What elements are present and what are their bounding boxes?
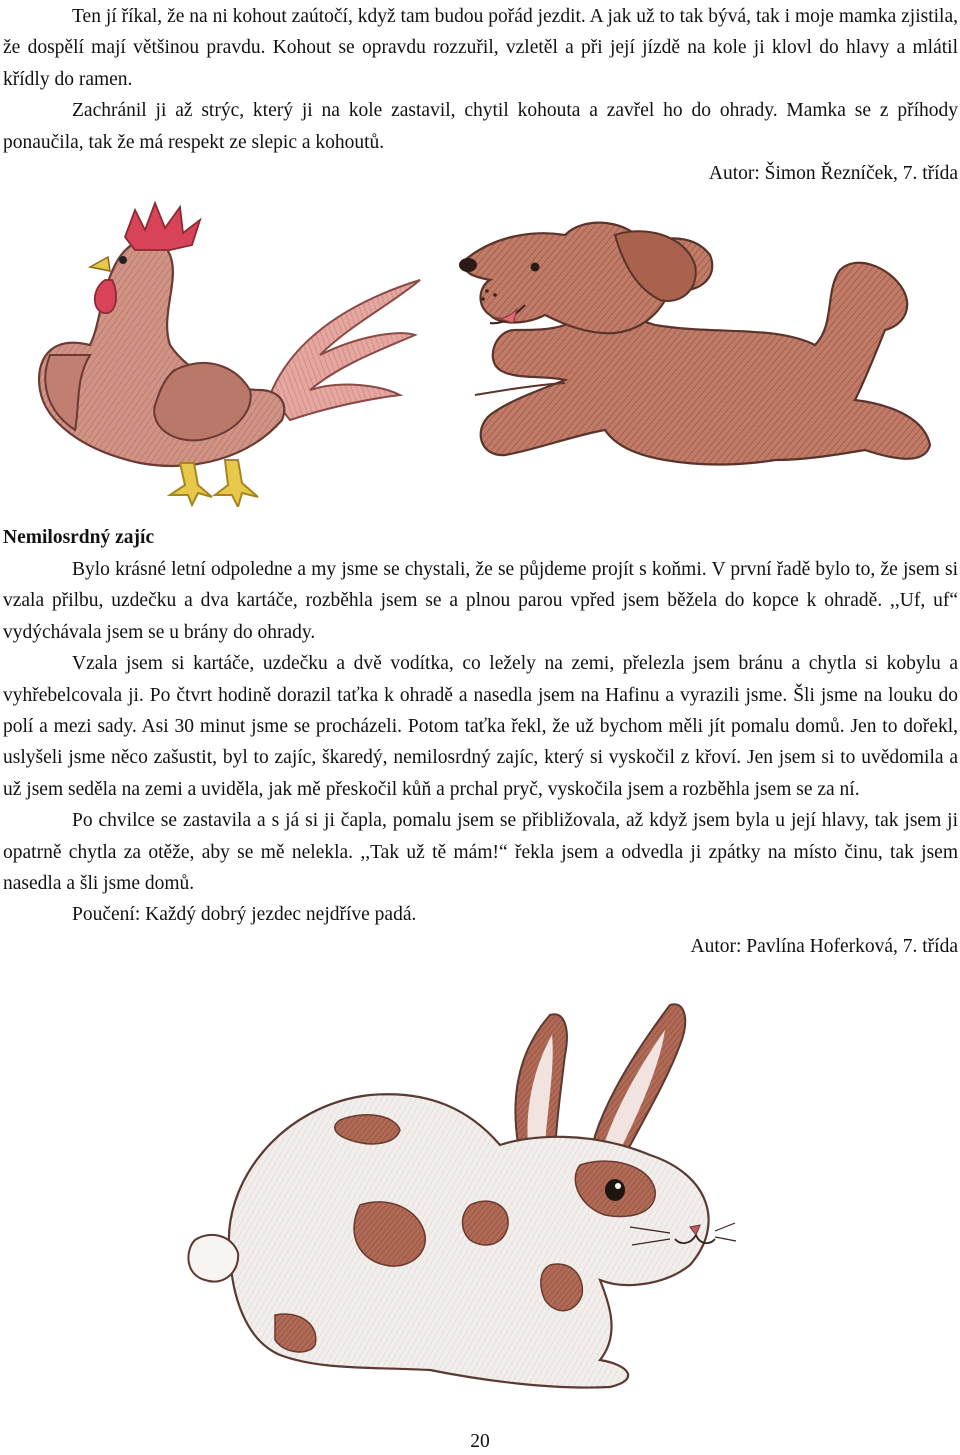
rabbit-drawing [170, 995, 740, 1395]
story2-author: Autor: Pavlína Hoferková, 7. třída [690, 935, 958, 957]
story2-paragraph-1: Bylo krásné letní odpoledne a my jsme se chystali, že se půjdeme projít s koňmi. V první řadě bylo to, že jsem si vzala přilbu, uzdečku a dva kartáče, rozběhla jsem se a plnou parou vpřed jsem běžela do kopce k ohradě. ,,Uf, uf“ vydýchávala jsem se u brány do ohrady. [3, 559, 958, 643]
rooster-body [39, 239, 284, 466]
dog-drawing [455, 205, 950, 495]
story1-text [3, 1, 958, 189]
rooster-feet [170, 460, 258, 507]
story1-paragraph-1: Ten jí říkal, že na ni kohout zaútočí, když tam budou pořád jezdit. A jak už to tak bývá, tak i moje mamka zjistila, že dospělí mají většinou pravdu. Kohout se opravdu rozzuřil, vzletěl a při její jízdě na kole ji klovl do hlavy a mlátil křídly do ramen. [3, 6, 958, 90]
story2-paragraph-2: Vzala jsem si kartáče, uzdečku a dvě vodítka, co ležely na zemi, přelezla jsem bránu a chytla si kobylu a vyhřebelcovala ji. Po čtvrt hodině dorazil taťka k ohradě a nasedla jsem na Hafinu a vyrazili jsme. Šli jsme na louku do polí a mezi sady. Asi 30 minut jsme se procházeli. Potom taťka řekl, že už bychom měli jít pomalu domů. Jen to dořekl, uslyšeli jsme něco zašustit, byl to zajíc, škaredý, nemilosrdný zajíc, který si vyskočil z křoví. Jen jsem si to uvědomila a už jsem seděla na zemi a uviděla, jak mě přeskočil kůň a prchal pryč, vyskočila jsem a rozběhla jsem se za ní. [3, 653, 958, 800]
story2-moral: Poučení: Každý dobrý jezdec nejdříve padá. [72, 904, 417, 926]
story2-paragraph-3: Po chvilce se zastavila a s já si ji čapla, pomalu jsem se přibližovala, až když jsem byla u její hlavy, tak jsem ji opatrně chytla za otěže, aby se mě nelekla. ,,Tak už tě mám!“ řekla jsem a odvedla ji zpátky na místo činu, tak jsem nasedla a šli jsme domů. [3, 810, 958, 895]
rooster-drawing [20, 195, 440, 507]
story1-paragraph-2: Zachránil ji až strýc, který ji na kole zastavil, chytil kohouta a zavřel ho do ohrady. Mamka se z příhody ponaučila, tak že má respekt ze slepic a kohoutů. [3, 100, 958, 153]
rooster-tail [270, 280, 420, 420]
rooster-comb [125, 203, 200, 250]
story2-title: Nemilosrdný zajíc [3, 527, 155, 548]
page-number: 20 [470, 1431, 490, 1452]
story2-text [3, 554, 958, 962]
rabbit-tail [188, 1235, 238, 1282]
story1-author: Autor: Šimon Řezníček, 7. třída [708, 163, 958, 185]
